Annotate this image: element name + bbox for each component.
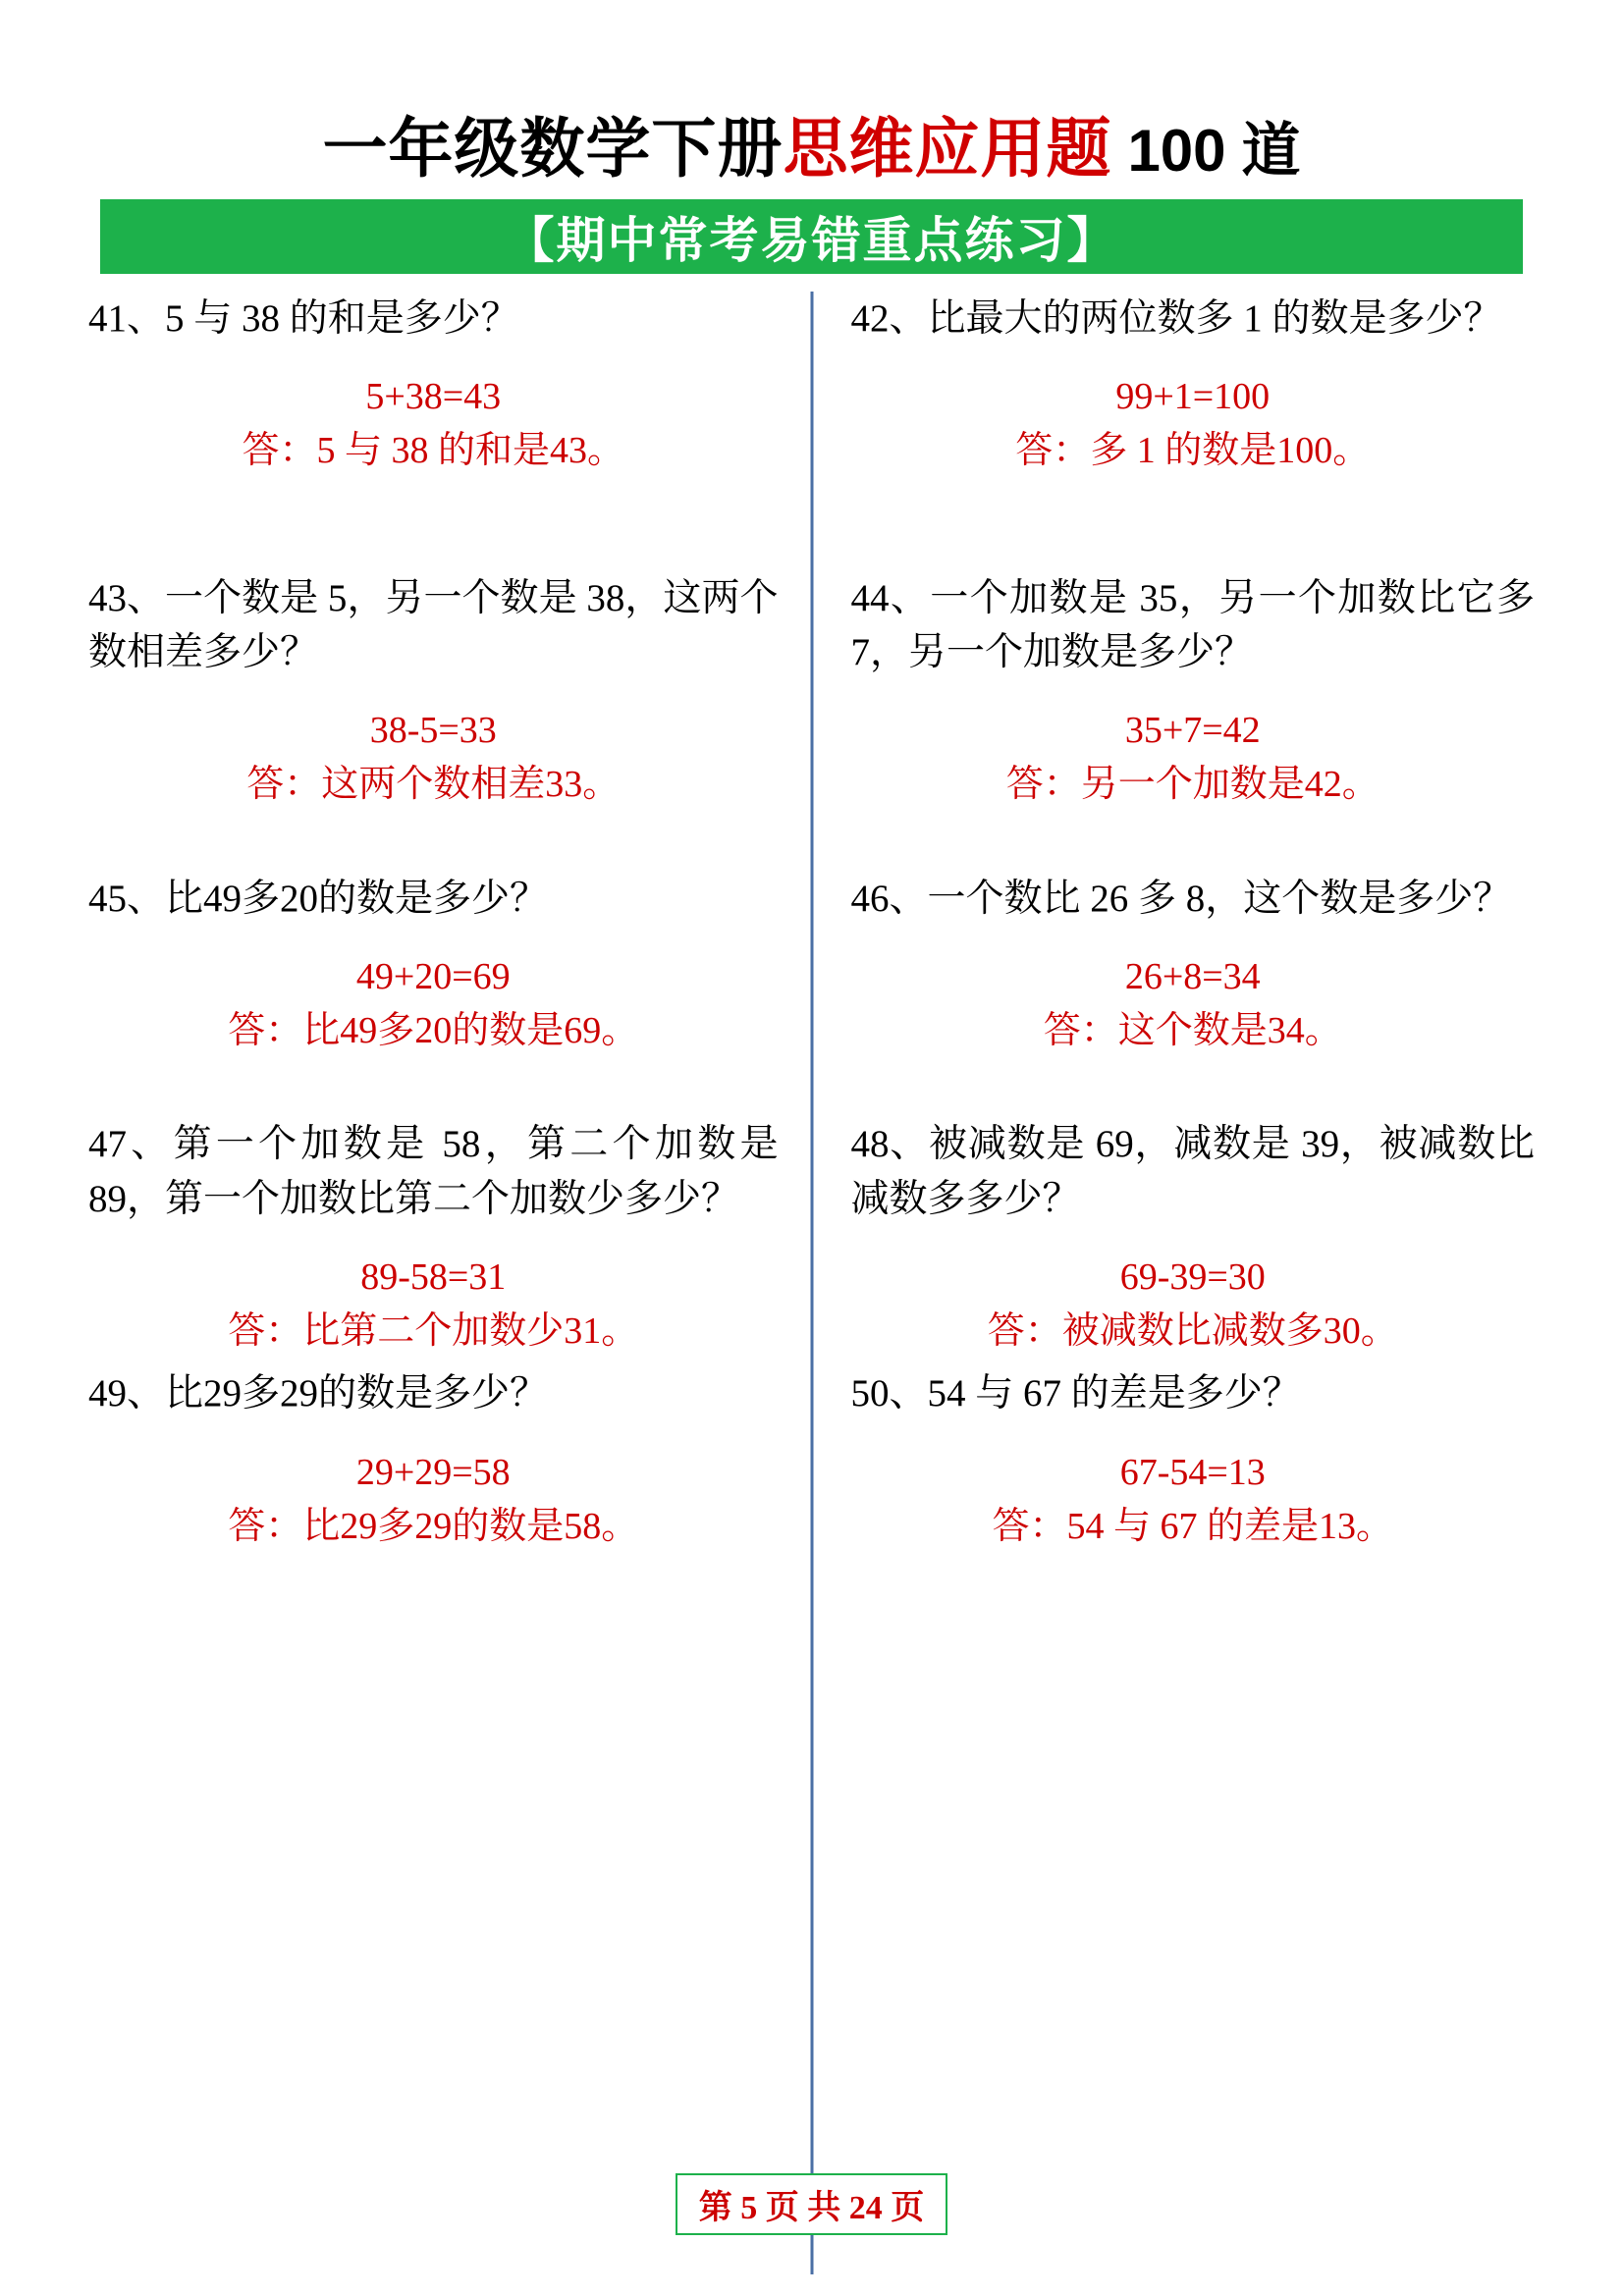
problem-question: 47、第一个加数是 58，第二个加数是 89，第一个加数比第二个加数少多少？ bbox=[88, 1123, 779, 1220]
problem-answer: 答：比第二个加数少31。 bbox=[228, 1310, 639, 1353]
problem-answer: 答：被减数比减数多30。 bbox=[987, 1310, 1398, 1353]
page-title bbox=[88, 96, 1535, 189]
problem-item bbox=[88, 1366, 779, 1552]
problem-question: 48、被减数是 69，减数是 39，被减数比减数多多少？ bbox=[850, 1123, 1535, 1220]
problem-answer: 答：比49多20的数是69。 bbox=[228, 1010, 639, 1052]
title-unit: 道 bbox=[1241, 119, 1301, 184]
section-banner bbox=[100, 199, 1523, 274]
problem-item bbox=[88, 571, 779, 811]
problem-equation: 67-54=13 bbox=[1119, 1451, 1266, 1493]
title-count: 100 bbox=[1127, 118, 1226, 184]
problem-equation: 89-58=31 bbox=[360, 1256, 507, 1299]
problem-equation: 99+1=100 bbox=[1115, 376, 1271, 418]
problem-question: 50、54 与 67 的差是多少？ bbox=[850, 1372, 1301, 1415]
problem-columns bbox=[88, 292, 1535, 2216]
problem-answer: 答：54 与 67 的差是13。 bbox=[992, 1505, 1393, 1547]
problem-answer: 答：比29多29的数是58。 bbox=[228, 1505, 639, 1547]
section-banner-label: 【期中常考易错重点练习】 bbox=[505, 213, 1118, 268]
problem-item bbox=[851, 1366, 1536, 1552]
problem-answer: 答：5 与 38 的和是43。 bbox=[242, 430, 624, 472]
problem-item bbox=[851, 872, 1536, 1057]
problem-question: 46、一个数比 26 多 8，这个数是多少？ bbox=[850, 877, 1512, 920]
problem-item bbox=[88, 292, 779, 477]
page-number-label: 第 5 页 共 24 页 bbox=[676, 2173, 948, 2235]
problem-item bbox=[851, 571, 1536, 811]
problem-answer: 答：另一个加数是42。 bbox=[1005, 764, 1380, 806]
problem-question: 44、一个加数是 35，另一个加数比它多 7，另一个加数是多少？ bbox=[850, 576, 1535, 674]
problem-question: 41、5 与 38 的和是多少？ bbox=[88, 297, 519, 340]
problem-question: 49、比29多29的数是多少？ bbox=[88, 1372, 549, 1415]
problem-answer: 答：这两个数相差33。 bbox=[246, 764, 621, 806]
title-part1: 一年级数学下册 bbox=[322, 114, 784, 186]
problem-question: 42、比最大的两位数多 1 的数是多少？ bbox=[850, 297, 1502, 340]
page-footer bbox=[0, 2173, 1623, 2235]
problem-question: 43、一个数是 5，另一个数是 38，这两个数相差多少？ bbox=[88, 576, 779, 674]
right-column bbox=[812, 292, 1536, 2216]
problem-item bbox=[851, 1117, 1536, 1357]
problem-equation: 35+7=42 bbox=[1124, 710, 1261, 752]
problem-answer: 答：多 1 的数是100。 bbox=[1015, 430, 1371, 472]
problem-equation: 26+8=34 bbox=[1124, 956, 1261, 998]
problem-question: 45、比49多20的数是多少？ bbox=[88, 877, 549, 920]
problem-equation: 69-39=30 bbox=[1119, 1256, 1266, 1299]
problem-answer: 答：这个数是34。 bbox=[1043, 1010, 1342, 1052]
problem-item bbox=[88, 872, 779, 1057]
problem-equation: 38-5=33 bbox=[369, 710, 497, 752]
problem-item bbox=[88, 1117, 779, 1357]
column-divider bbox=[810, 292, 813, 2274]
problem-equation: 5+38=43 bbox=[365, 376, 502, 418]
problem-item bbox=[851, 292, 1536, 477]
title-part2: 思维应用题 bbox=[783, 114, 1112, 186]
left-column bbox=[88, 292, 812, 2216]
problem-equation: 49+20=69 bbox=[355, 956, 511, 998]
problem-equation: 29+29=58 bbox=[355, 1451, 511, 1493]
